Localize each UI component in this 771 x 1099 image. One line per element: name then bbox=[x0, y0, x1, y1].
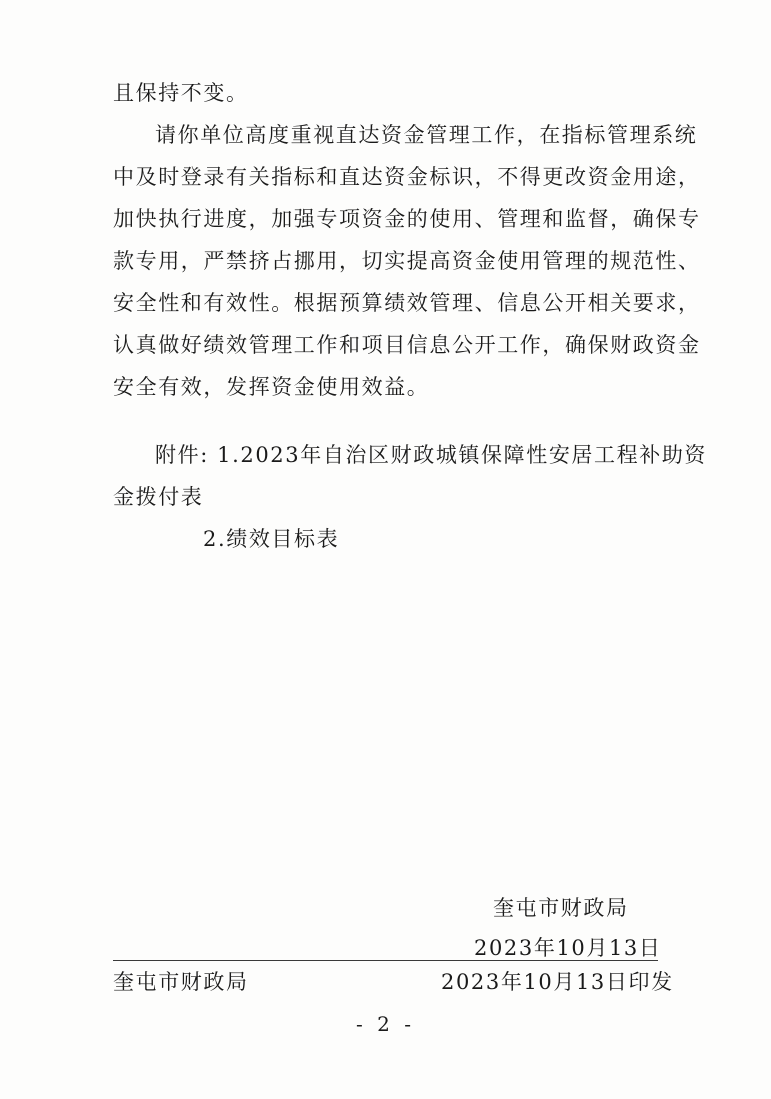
body-line-4: 加快执行进度，加强专项资金的使用、管理和监督，确保专 bbox=[113, 207, 701, 231]
page-number: - 2 - bbox=[356, 1012, 415, 1036]
body-line-6: 安全性和有效性。根据预算绩效管理、信息公开相关要求， bbox=[113, 291, 701, 315]
signature-org: 奎屯市财政局 bbox=[493, 896, 629, 920]
body-line-3: 中及时登录有关指标和直达资金标识，不得更改资金用途， bbox=[113, 165, 701, 189]
signature-date: 2023年10月13日 bbox=[474, 936, 662, 960]
body-line-2: 请你单位高度重视直达资金管理工作，在指标管理系统 bbox=[155, 123, 698, 147]
attachment-line-2: 金拨付表 bbox=[113, 485, 204, 509]
footer-divider bbox=[113, 960, 658, 961]
body-line-5: 款专用，严禁挤占挪用，切实提高资金使用管理的规范性、 bbox=[113, 249, 701, 273]
footer-issue-date: 2023年10月13日印发 bbox=[441, 970, 674, 994]
attachment-line-3: 2.绩效目标表 bbox=[203, 527, 340, 551]
footer-issuer: 奎屯市财政局 bbox=[113, 970, 249, 994]
attachment-line-1: 附件: 1.2023年自治区财政城镇保障性安居工程补助资 bbox=[155, 443, 708, 467]
body-line-7: 认真做好绩效管理工作和项目信息公开工作，确保财政资金 bbox=[113, 333, 701, 357]
body-line-8: 安全有效，发挥资金使用效益。 bbox=[113, 375, 430, 399]
body-line-1: 且保持不变。 bbox=[113, 81, 249, 105]
